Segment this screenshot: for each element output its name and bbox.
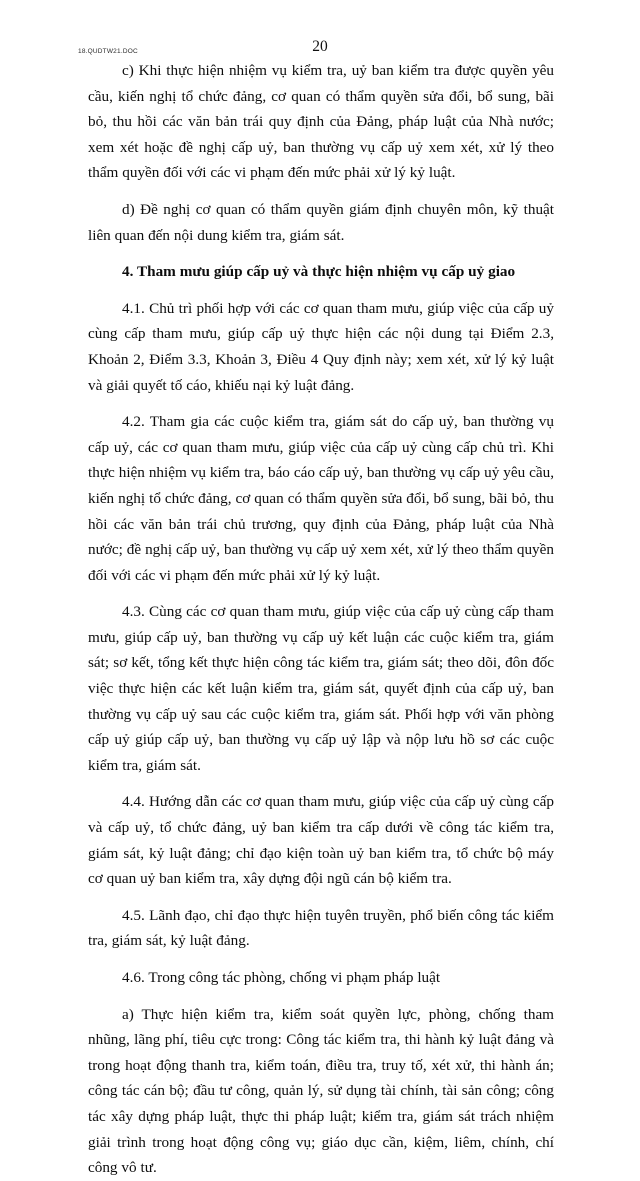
para-4-4: 4.4. Hướng dẫn các cơ quan tham mưu, giúp việc của cấp uỷ cùng cấp và cấp uỷ, tổ chức đảng, uỷ ban kiểm tra cấp dưới về công tác kiểm tra, giám sát, kỷ luật đảng; chỉ đạo kiện toàn uỷ ban kiểm tra, tổ chức bộ máy cơ quan uỷ ban kiểm tra, xây dựng đội ngũ cán bộ kiểm tra. xyxy=(88,793,554,888)
para-4-5: 4.5. Lãnh đạo, chỉ đạo thực hiện tuyên truyền, phổ biến công tác kiểm tra, giám sát, kỷ luật đảng. xyxy=(88,906,554,950)
para-4-6-a: a) Thực hiện kiểm tra, kiểm soát quyền lực, phòng, chống tham nhũng, lãng phí, tiêu cực trong: Công tác kiểm tra, thi hành kỷ luật đảng và trong hoạt động thanh tra, kiểm toán, điều tra, truy tố, xét xử, thi hành án; công tác cán bộ; đầu tư công, quản lý, sử dụng tài chính, tài sản công; công tác xây dựng pháp luật, thực thi pháp luật; kiểm tra, giám sát trách nhiệm giải trình trong hoạt động công vụ; giáo dục cần, kiệm, liêm, chính, chí công vô tư. xyxy=(88,1005,554,1177)
para-4-2: 4.2. Tham gia các cuộc kiểm tra, giám sát do cấp uỷ, ban thường vụ cấp uỷ, các cơ quan tham mưu, giúp việc của cấp uỷ cùng cấp chủ trì. Khi thực hiện nhiệm vụ kiểm tra, báo cáo cấp uỷ, ban thường vụ cấp uỷ yêu cầu, kiến nghị tổ chức đảng, cơ quan có thẩm quyền sửa đổi, bổ sung, bãi bỏ, thu hồi các văn bản trái chủ trương, quy định của Đảng, pháp luật của Nhà nước; đề nghị cấp uỷ, ban thường vụ cấp uỷ xem xét, xử lý theo thẩm quyền đối với các vi phạm đến mức phải xử lý kỷ luật. xyxy=(88,413,554,584)
document-file-code: 18.QUDTW21.DOC xyxy=(78,48,138,55)
para-c: c) Khi thực hiện nhiệm vụ kiểm tra, uỷ ban kiểm tra được quyền yêu cầu, kiến nghị tổ chức đảng, cơ quan có thẩm quyền sửa đổi, bổ sung, bãi bỏ, thu hồi các văn bản trái quy định của Đảng, pháp luật của Nhà nước; xem xét hoặc đề nghị cấp uỷ, ban thường vụ cấp uỷ xem xét, xử lý theo thẩm quyền đối với các vi phạm đến mức phải xử lý kỷ luật. xyxy=(88,62,554,182)
document-body xyxy=(88,58,554,1181)
heading-4: 4. Tham mưu giúp cấp uỷ và thực hiện nhiệm vụ cấp uỷ giao xyxy=(122,263,516,281)
page-number: 20 xyxy=(312,38,328,55)
page-header xyxy=(0,20,640,55)
para-4-1: 4.1. Chủ trì phối hợp với các cơ quan tham mưu, giúp việc của cấp uỷ cùng cấp tham mưu, giúp cấp uỷ thực hiện các nội dung tại Điểm 2.3, Khoản 2, Điểm 3.3, Khoản 3, Điều 4 Quy định này; xem xét, xử lý kỷ luật và giải quyết tố cáo, khiếu nại kỷ luật đảng. xyxy=(88,299,554,394)
para-4-3: 4.3. Cùng các cơ quan tham mưu, giúp việc của cấp uỷ cùng cấp tham mưu, giúp cấp uỷ, ban thường vụ cấp uỷ kết luận các cuộc kiểm tra, giám sát; sơ kết, tổng kết thực hiện công tác kiểm tra, giám sát; theo dõi, đôn đốc việc thực hiện các kết luận kiểm tra, giám sát, quyết định của cấp uỷ, ban thường vụ cấp uỷ sau các cuộc kiểm tra, giám sát. Phối hợp với văn phòng cấp uỷ giúp cấp uỷ, ban thường vụ cấp uỷ lập và nộp lưu hồ sơ các cuộc kiểm tra, giám sát. xyxy=(88,603,554,774)
para-4-6: 4.6. Trong công tác phòng, chống vi phạm pháp luật xyxy=(122,969,441,986)
para-d: d) Đề nghị cơ quan có thẩm quyền giám định chuyên môn, kỹ thuật liên quan đến nội dung kiểm tra, giám sát. xyxy=(88,200,554,244)
